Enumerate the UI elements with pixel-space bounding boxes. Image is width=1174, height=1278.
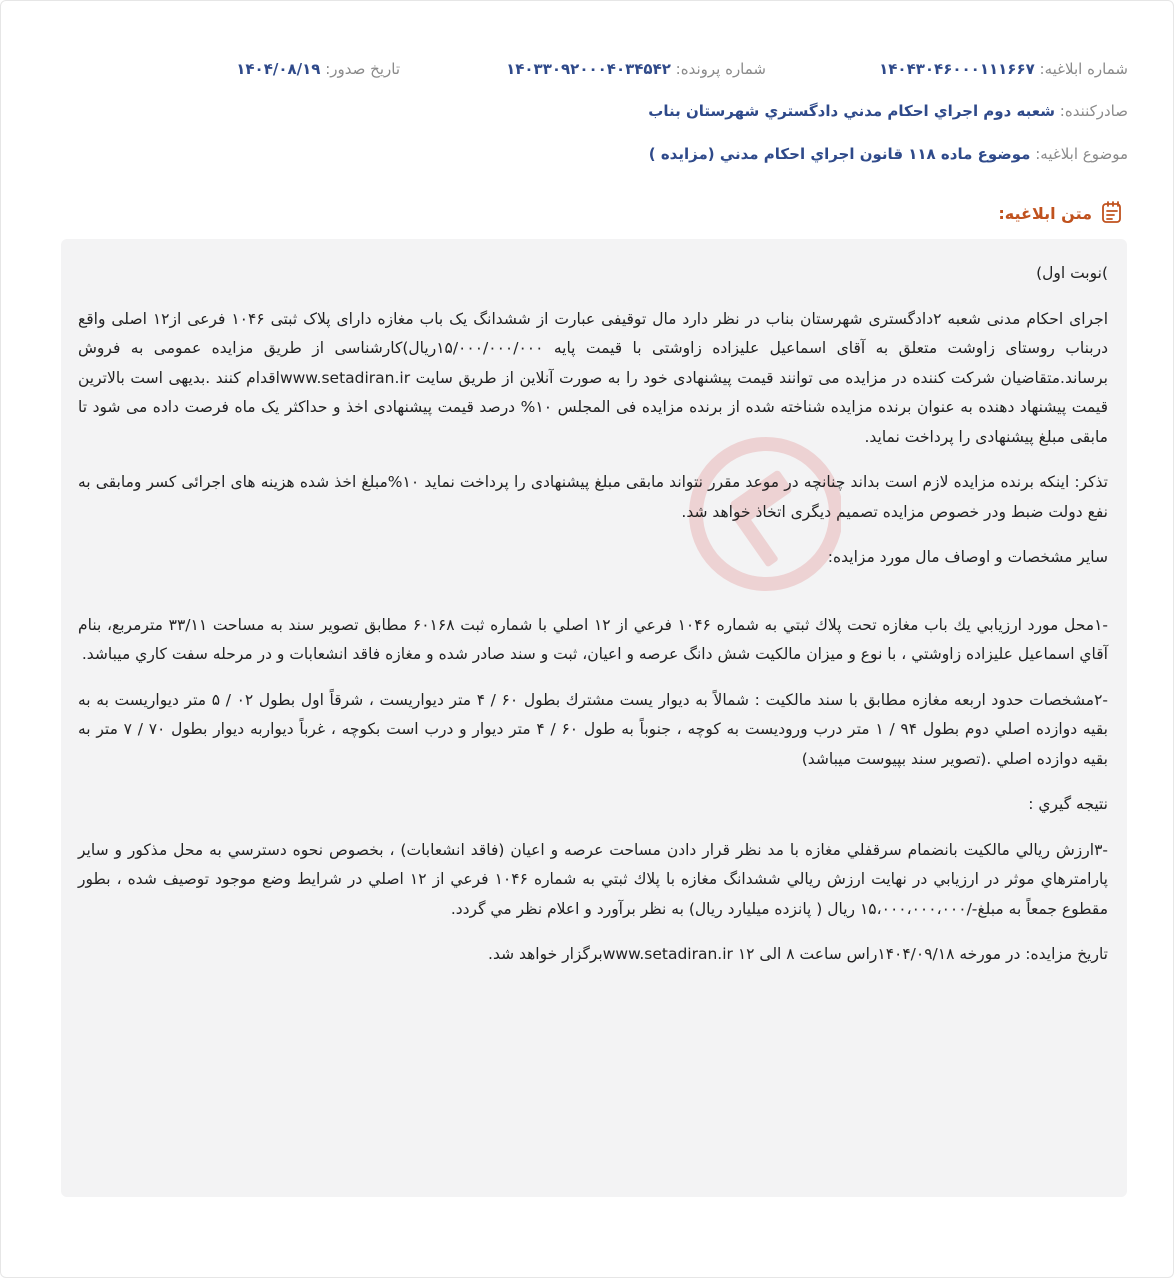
subject-row — [46, 143, 1128, 165]
issue-date-label: تاریخ صدور: — [325, 60, 400, 78]
location-paragraph: -۱محل مورد ارزيابي يك باب مغازه تحت پلاك ثبتي به شماره ۱۰۴۶ فرعي از ۱۲ اصلي با شماره ثبت ۶۰۱۶۸ مطابق تصوير سند به مساحت ۳۳/۱۱ مترمربع، بنام آقاي اسماعيل عليزاده زاوشتي ، با نوع و ميزان مالكيت شش دانگ عرصه و اعيان، ثبت و سند صادر شده و مغازه فاقد انشعابات و در مرحله سفت كاري ميباشد. — [78, 615, 1109, 663]
case-number-label: شماره پرونده: — [675, 60, 766, 78]
notice-body-box — [61, 239, 1127, 1197]
issue-date — [236, 58, 400, 80]
specs-heading: سایر مشخصات و اوصاف مال مورد مزایده: — [827, 548, 1108, 566]
case-number-value: ۱۴۰۳۳۰۹۲۰۰۰۴۰۳۴۵۴۲ — [506, 60, 671, 78]
notice-text — [78, 259, 1108, 986]
issue-date-value: ۱۴۰۴/۰۸/۱۹ — [236, 60, 321, 78]
notice-number — [879, 58, 1128, 80]
case-number — [506, 58, 766, 80]
valuation-paragraph: -۳ارزش ريالي مالكيت بانضمام سرقفلي مغازه با مد نظر قرار دادن مساحت عرصه و اعيان (فاقد انشعابات) ، بخصوص نحوه دسترسي به محل مذكور و ساير پارامترهاي موثر در ارزيابي در نهايت ارزش ريالي ششدانگ مغازه با پلاك ثبتي به شماره ۱۰۴۶ فرعي از ۱۲ اصلي در شرايط وضع موجود توصيف شده ، بطور مقطوع جمعاً به مبلغ-/۱۵،۰۰۰،۰۰۰،۰۰۰ ريال ( پانزده ميليارد ريال) به نظر برآورد و اعلام نظر مي گردد. — [78, 840, 1108, 918]
auction-date-paragraph: تاريخ مزايده: در مورخه ۱۴۰۴/۰۹/۱۸راس ساعت ۸ الی ۱۲ www.setadiran.irبرگزار خواهد شد. — [488, 945, 1108, 963]
notice-number-label: شماره ابلاغیه: — [1039, 60, 1128, 78]
section-title-text: متن ابلاغیه: — [998, 203, 1092, 223]
round-label: )نوبت اول) — [1036, 264, 1108, 282]
conclusion-heading: نتيجه گيري : — [1028, 795, 1108, 813]
issuer-value: شعبه دوم اجراي احكام مدني دادگستري شهرستان بناب — [648, 102, 1055, 120]
section-title — [998, 200, 1126, 226]
subject-label: موضوع ابلاغیه: — [1035, 145, 1128, 163]
subject-value: موضوع ماده ۱۱۸ قانون اجراي احكام مدني (مزايده ) — [648, 145, 1031, 163]
auction-paragraph: اجرای احکام مدنی شعبه ۲دادگستری شهرستان بناب در نظر دارد مال توقیفی عبارت از ششدانگ یک باب مغازه دارای پلاک ثبتی ۱۰۴۶ فرعی از۱۲ اصلی واقع دربناب روستای زاوشت متعلق به آقای اسماعیل علیزاده زاوشتی با قیمت پایه ۱۵/۰۰۰/۰۰۰/۰۰۰ریال)کارشناسی از طریق مزایده عمومی به فروش برساند.متقاضیان شرکت کننده در مزایده می توانند قیمت پیشنهادی خود را به صورت آنلاین از طریق سایت www.setadiran.irاقدام کنند .بدیهی است بالاترین قیمت پیشنهاد دهنده به عنوان برنده مزایده شناخته شده از برنده مزایده فی المجلس ۱۰% درصد قیمت پیشنهادی اخذ و حداکثر یک ماه فرصت داده می شود تا مابقی مبلغ پیشنهادی را پرداخت نماید. — [78, 309, 1109, 446]
issuer-row — [46, 100, 1128, 122]
document-note-icon — [1100, 200, 1126, 226]
boundaries-paragraph: -۲مشخصات حدود اربعه مغازه مطابق با سند مالكيت : شمالاً به ديوار يست مشترك بطول ۶۰ / ۴ متر ديواريست ، شرقاً اول بطول ۰۲ / ۵ متر ديواريست به به بقيه دوازده اصلي دوم بطول ۹۴ / ۱ متر درب ورودیست به كوچه ، جنوباً به طول ۶۰ / ۴ متر ديوار و درب است بكوچه ، غرباً ديواربه ديوار بطول ۷۰ / ۷ متر به بقيه دوازده اصلي .(تصوير سند بپيوست ميباشد) — [78, 690, 1109, 768]
note-paragraph: تذکر: اینکه برنده مزایده لازم است بداند چنانچه در موعد مقرر نتواند مابقی مبلغ پیشنهادی را پرداخت نماید ۱۰%مبلغ اخذ شده هزینه های اجرائی کسر ومابقی به نفع دولت ضبط ودر خصوص مزایده تصمیم دیگری اتخاذ خواهد شد. — [78, 473, 1108, 521]
issuer-label: صادرکننده: — [1059, 102, 1128, 120]
notice-number-value: ۱۴۰۴۳۰۴۶۰۰۰۱۱۱۶۶۷ — [879, 60, 1035, 78]
